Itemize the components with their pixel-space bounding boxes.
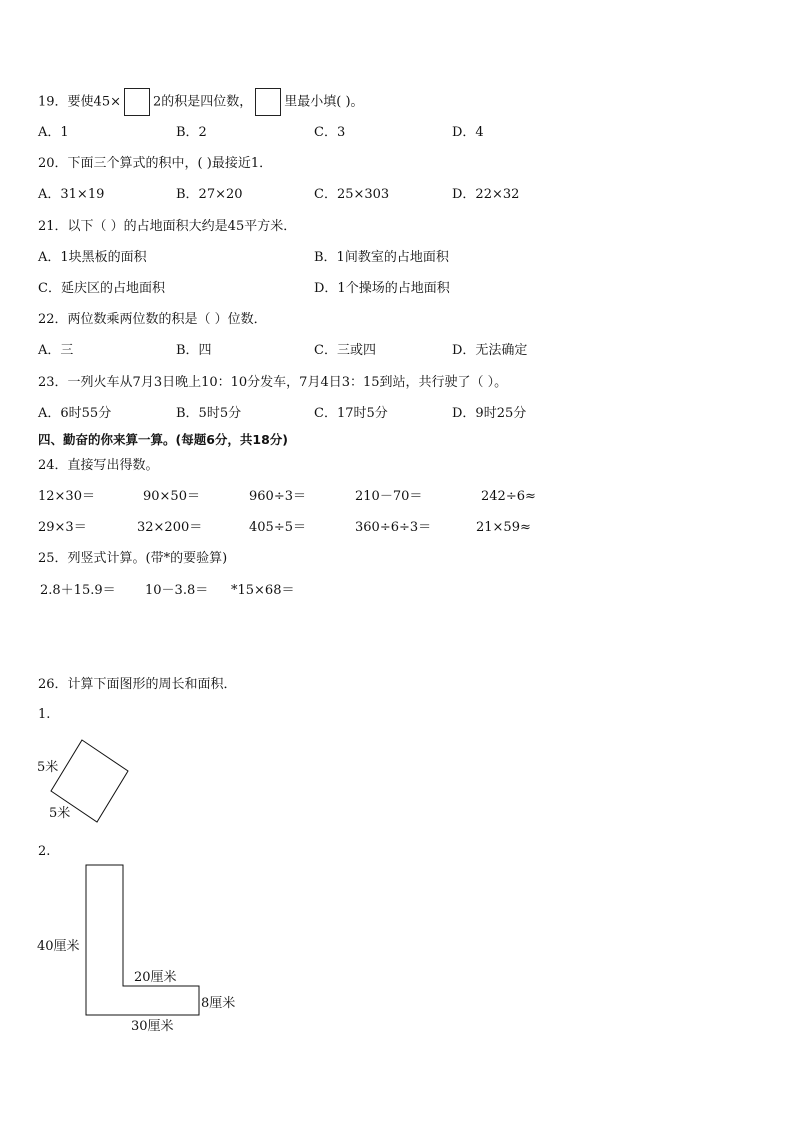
question-20: 20．下面三个算式的积中，( )最接近1． xyxy=(38,156,273,171)
l-shape-figure xyxy=(86,865,199,1015)
q21-option-a: A．1块黑板的面积 xyxy=(38,250,147,265)
vertical-calc-item: *15×68＝ xyxy=(231,583,295,598)
q22-option-c: C．三或四 xyxy=(314,343,376,358)
question-26: 26．计算下面图形的周长和面积． xyxy=(38,677,237,692)
vertical-calc-item: 10－3.8＝ xyxy=(145,583,209,598)
calc-item: 12×30＝ xyxy=(38,489,95,504)
square-label-bottom: 5米 xyxy=(49,806,71,821)
figure-1-number: 1. xyxy=(38,707,51,722)
q19-option-c: C．3 xyxy=(314,125,346,140)
calc-item: 960÷3＝ xyxy=(249,489,306,504)
section-heading: 四、勤奋的你来算一算。(每题6分，共18分) xyxy=(38,432,289,447)
q23-option-a: A．6时55分 xyxy=(38,406,112,421)
q23-option-d: D．9时25分 xyxy=(452,406,527,421)
question-19-suffix: 里最小填( )。 xyxy=(284,94,364,110)
calc-item: 360÷6÷3＝ xyxy=(355,520,432,535)
question-19-prefix: 19．要使45× xyxy=(38,94,121,110)
square-label-left: 5米 xyxy=(37,760,59,775)
calc-item: 242÷6≈ xyxy=(481,489,536,504)
calc-item: 90×50＝ xyxy=(143,489,200,504)
q22-option-b: B．四 xyxy=(176,343,212,358)
question-25: 25．列竖式计算。(带*的要验算) xyxy=(38,551,228,566)
q20-option-d: D．22×32 xyxy=(452,187,520,202)
calc-item: 32×200＝ xyxy=(137,520,203,535)
vertical-calc-item: 2.8＋15.9＝ xyxy=(40,583,116,598)
q21-option-d: D．1个操场的占地面积 xyxy=(314,281,450,296)
q23-option-c: C．17时5分 xyxy=(314,406,388,421)
q21-option-c: C．延庆区的占地面积 xyxy=(38,281,165,296)
q19-option-b: B．2 xyxy=(176,125,207,140)
q19-option-d: D．4 xyxy=(452,125,484,140)
q19-option-a: A．1 xyxy=(38,125,69,140)
calc-item: 29×3＝ xyxy=(38,520,87,535)
question-24: 24．直接写出得数。 xyxy=(38,458,159,473)
l-shape-label-height: 40厘米 xyxy=(37,939,80,954)
q22-option-a: A．三 xyxy=(38,343,74,358)
q20-option-b: B．27×20 xyxy=(176,187,243,202)
l-shape-label-right: 8厘米 xyxy=(201,996,236,1011)
q20-option-c: C．25×303 xyxy=(314,187,390,202)
calc-item: 21×59≈ xyxy=(476,520,531,535)
question-22: 22．两位数乘两位数的积是（ ）位数． xyxy=(38,312,267,327)
q23-option-b: B．5时5分 xyxy=(176,406,242,421)
calc-item: 210－70＝ xyxy=(355,489,423,504)
question-19-middle: 2的积是四位数， xyxy=(152,94,253,110)
figure-2-number: 2. xyxy=(38,844,51,859)
q20-option-a: A．31×19 xyxy=(38,187,105,202)
q22-option-d: D．无法确定 xyxy=(452,343,528,358)
question-23: 23．一列火车从7月3日晚上10：10分发车，7月4日3：15到站，共行驶了（ ）。 xyxy=(38,375,508,390)
q21-option-b: B．1间教室的占地面积 xyxy=(314,250,449,265)
calc-item: 405÷5＝ xyxy=(249,520,306,535)
question-21: 21．以下（ ）的占地面积大约是45平方米． xyxy=(38,219,297,234)
l-shape-label-bottom: 30厘米 xyxy=(131,1019,174,1034)
l-shape-label-inner: 20厘米 xyxy=(134,970,177,985)
